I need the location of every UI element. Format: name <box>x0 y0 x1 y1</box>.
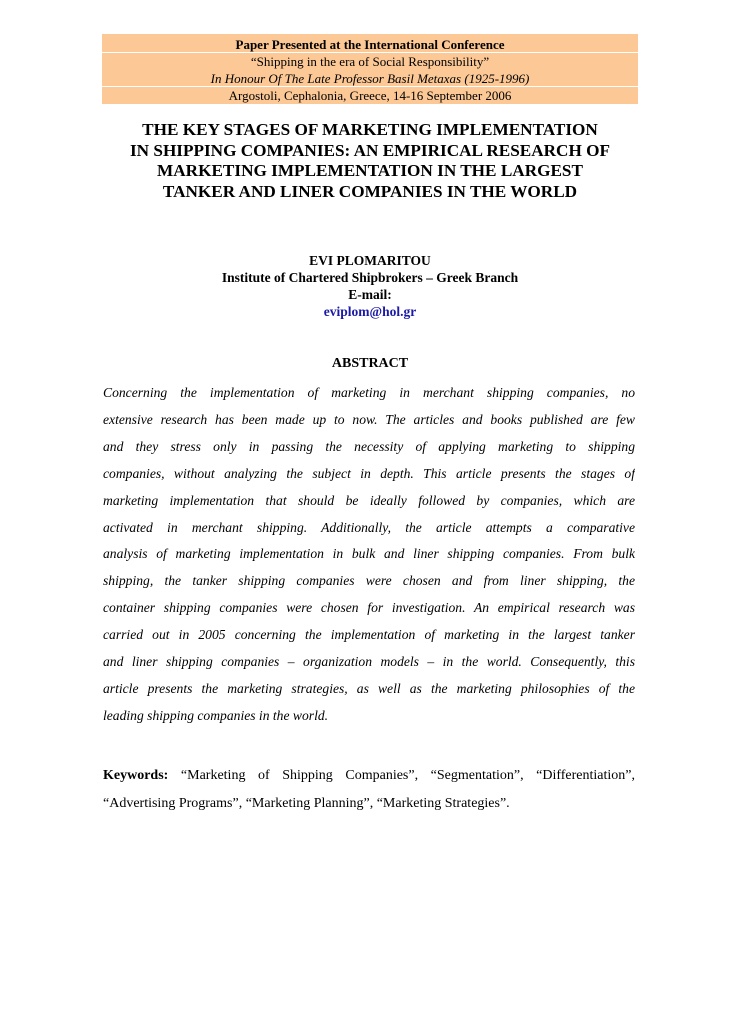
abstract-line: shipping, the tanker shipping companies were chosen and from liner shipping, the <box>103 573 635 589</box>
title-line: THE KEY STAGES OF MARKETING IMPLEMENTATION <box>142 120 598 139</box>
abstract-line: analysis of marketing implementation in bulk and liner shipping companies. From bulk <box>103 546 635 562</box>
conference-header <box>102 34 638 104</box>
email-label: E-mail: <box>348 287 392 302</box>
abstract-line: Concerning the implementation of marketing in merchant shipping companies, no <box>103 385 635 400</box>
keywords-line-1 <box>103 762 635 790</box>
title-line: TANKER AND LINER COMPANIES IN THE WORLD <box>162 181 578 201</box>
keywords-block <box>103 762 635 818</box>
conference-line-3: In Honour Of The Late Professor Basil Metaxas (1925-1996) <box>210 71 530 86</box>
abstract-line: article presents the marketing strategies, as well as the marketing philosophies of the <box>103 680 635 696</box>
paper-title <box>100 120 640 202</box>
author-email-line <box>100 286 640 320</box>
abstract-line: leading shipping companies in the world. <box>103 707 329 723</box>
header-divider <box>102 52 638 53</box>
author-affiliation: Institute of Chartered Shipbrokers – Greek Branch <box>221 270 519 285</box>
abstract-line: carried out in 2005 concerning the implementation of marketing in the largest tanker <box>103 627 635 643</box>
abstract-line: and they stress only in passing the necessity of applying marketing to shipping <box>103 438 635 454</box>
conference-line-2: “Shipping in the era of Social Responsibility” <box>250 54 490 69</box>
abstract-body <box>103 380 635 730</box>
conference-line-1: Paper Presented at the International Conference <box>235 37 505 52</box>
abstract-line: companies, without analyzing the subject in depth. This article presents the stages of <box>103 465 635 481</box>
conference-line-4: Argostoli, Cephalonia, Greece, 14-16 September 2006 <box>228 88 512 103</box>
abstract-line: container shipping companies were chosen for investigation. An empirical research was <box>103 600 635 616</box>
abstract-line: marketing implementation that should be ideally followed by companies, which are <box>103 492 635 508</box>
keywords-text-1: “Marketing of Shipping Companies”, “Segmentation”, “Differentiation”, <box>180 768 635 783</box>
abstract-line: and liner shipping companies – organization models – in the world. Consequently, this <box>103 654 635 670</box>
abstract-heading: ABSTRACT <box>331 356 409 371</box>
abstract-line: activated in merchant shipping. Additionally, the article attempts a comparative <box>103 519 635 535</box>
title-line: IN SHIPPING COMPANIES: AN EMPIRICAL RESEARCH OF <box>129 140 610 160</box>
keywords-text-2: “Advertising Programs”, “Marketing Planning”, “Marketing Strategies”. <box>103 796 510 811</box>
title-line: MARKETING IMPLEMENTATION IN THE LARGEST <box>157 161 583 180</box>
author-block <box>100 252 640 320</box>
keywords-label: Keywords: <box>103 768 169 783</box>
header-divider <box>102 86 638 87</box>
email-link[interactable]: eviplom@hol.gr <box>323 304 417 319</box>
author-name: EVI PLOMARITOU <box>309 253 431 268</box>
abstract-line: extensive research has been made up to now. The articles and books published are few <box>103 411 635 427</box>
